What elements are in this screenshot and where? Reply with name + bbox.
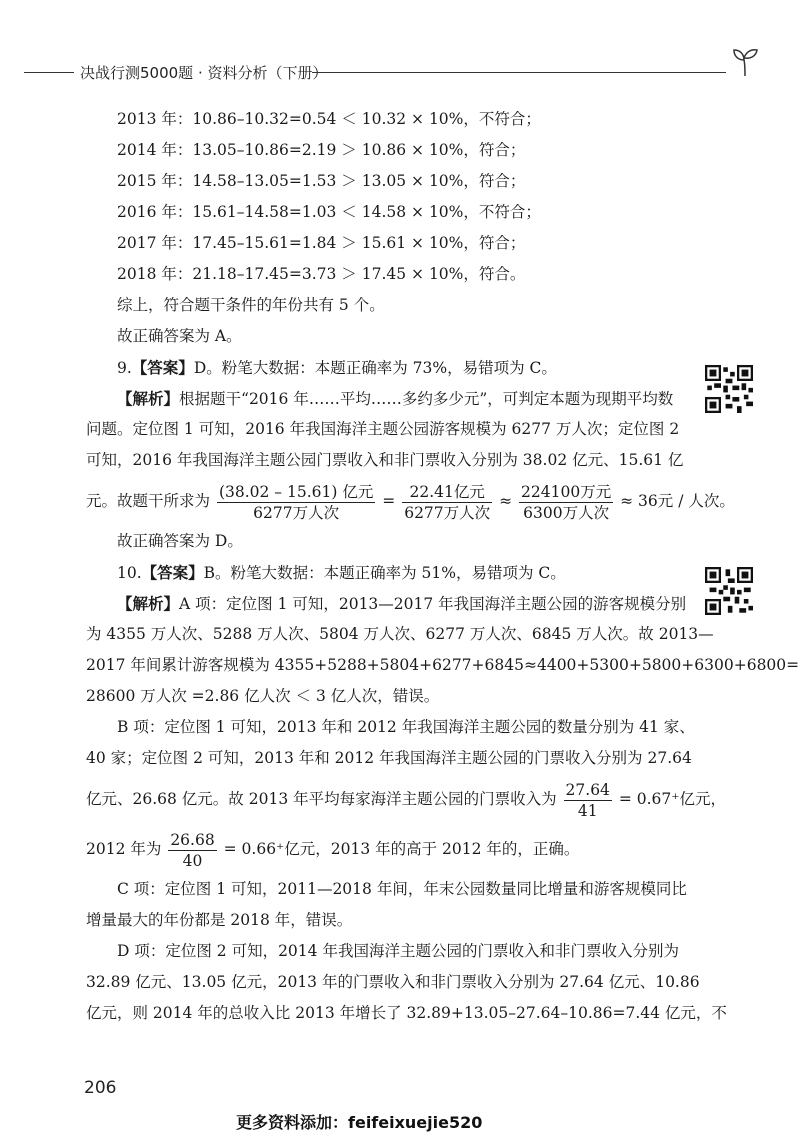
text-line: 亿元，则 2014 年的总收入比 2013 年增长了 32.89+13.05–27.64–10.86=7.44 亿元，不: [86, 1004, 727, 1022]
text-line: 32.89 亿元、13.05 亿元，2013 年的门票收入和非门票收入分别为 27.64 亿元、10.86: [86, 973, 700, 991]
formula-line: [86, 774, 726, 824]
qr-code-icon[interactable]: [705, 365, 753, 413]
fraction-denominator: 6277万人次: [253, 503, 340, 522]
text-line: [86, 383, 676, 414]
text-line: 28600 万人次 =2.86 亿人次 ＜ 3 亿人次，错误。: [86, 687, 440, 705]
analysis-text: 根据题干“2016 年……平均……多约多少元”，可判定本题为现期平均数: [179, 390, 674, 408]
analysis-text: A 项：定位图 1 可知，2013—2017 年我国海洋主题公园的游客规模分别: [179, 595, 687, 613]
page-number: 206: [84, 1078, 117, 1098]
question-number: 10.: [117, 564, 142, 582]
header-rule-right: [312, 72, 726, 73]
fraction: [519, 482, 613, 523]
text-line: 2017 年：17.45–15.61=1.84 ＞ 15.61 × 10%，符合；: [117, 234, 526, 252]
text-line: 2018 年：21.18–17.45=3.73 ＞ 17.45 × 10%，符合。: [117, 265, 526, 283]
formula-prefix: 元。故题干所求为: [86, 492, 211, 510]
text-line: 2016 年：15.61–14.58=1.03 ＜ 14.58 × 10%，不符合；: [117, 203, 541, 221]
fraction-numerator: 27.64: [565, 780, 610, 799]
fraction: [217, 482, 375, 523]
header-title: 决战行测5000题 · 资料分析（下册）: [80, 64, 328, 82]
analysis-tag: 【解析】: [117, 594, 180, 613]
text-line: 增量最大的年份都是 2018 年，错误。: [86, 911, 353, 929]
formula-prefix: 2012 年为: [86, 840, 162, 858]
answer-text: D。粉笔大数据：本题正确率为 73%，易错项为 C。: [193, 359, 557, 377]
answer-tag: 【答案】: [131, 358, 194, 377]
formula-suffix: = 0.67⁺亿元，: [618, 790, 726, 808]
footer-note: 更多资料添加：feifeixuejie520: [236, 1113, 483, 1132]
text-line: 2017 年间累计游客规模为 4355+5288+5804+6277+6845≈4400+5300+5800+6300+6800=: [86, 656, 800, 674]
answer-text: B。粉笔大数据：本题正确率为 51%，易错项为 C。: [203, 564, 566, 582]
question-9-answer: [86, 352, 676, 383]
fraction-numerator: 26.68: [170, 830, 215, 849]
formula-prefix: 亿元、26.68 亿元。故 2013 年平均每家海洋主题公园的门票收入为: [86, 790, 557, 808]
sprout-icon: [728, 44, 762, 78]
page-body: [86, 104, 800, 1029]
fraction-denominator: 6300万人次: [523, 503, 610, 522]
header-rule-left: [24, 72, 74, 73]
formula-line: [86, 824, 676, 874]
fraction-denominator: 6277万人次: [404, 503, 491, 522]
text-line: C 项：定位图 1 可知，2011—2018 年间，年末公园数量同比增量和游客规模同比: [117, 880, 687, 898]
question-10-answer: [86, 557, 676, 588]
text-line: 2015 年：14.58–13.05=1.53 ＞ 13.05 × 10%，符合；: [117, 172, 526, 190]
text-line: B 项：定位图 1 可知，2013 年和 2012 年我国海洋主题公园的数量分别为 41 家、: [117, 718, 695, 736]
fraction-numerator: 22.41亿元: [402, 482, 492, 503]
text-line: 故正确答案为 D。: [117, 532, 243, 550]
question-number: 9.: [117, 359, 132, 377]
text-line: [86, 588, 687, 619]
fraction-denominator: 41: [577, 801, 598, 820]
fraction-numerator: 224100万元: [521, 482, 612, 501]
text-line: 为 4355 万人次、5288 万人次、5804 万人次、6277 万人次、6845 万人次。故 2013—: [86, 625, 714, 643]
formula-line: [86, 476, 735, 526]
fraction: [402, 482, 492, 523]
text-line: 故正确答案为 A。: [117, 327, 242, 345]
text-line: 问题。定位图 1 可知，2016 年我国海洋主题公园游客规模为 6277 万人次；定位图 2: [86, 420, 680, 438]
qr-code-icon[interactable]: [705, 567, 753, 615]
text-line: 可知，2016 年我国海洋主题公园门票收入和非门票收入分别为 38.02 亿元、15.61 亿: [86, 451, 684, 469]
text-line: D 项：定位图 2 可知，2014 年我国海洋主题公园的门票收入和非门票收入分别为: [117, 942, 679, 960]
running-header: [0, 58, 800, 88]
approx-sign: ≈: [499, 492, 513, 510]
fraction: [168, 830, 216, 871]
text-line: 综上，符合题干条件的年份共有 5 个。: [117, 296, 385, 314]
formula-suffix: = 0.66⁺亿元，2013 年的高于 2012 年的，正确。: [223, 840, 580, 858]
analysis-tag: 【解析】: [117, 389, 180, 408]
text-line: 40 家；定位图 2 可知，2013 年和 2012 年我国海洋主题公园的门票收入分别为 27.64: [86, 749, 692, 767]
formula-suffix: ≈ 36元 / 人次。: [620, 492, 735, 510]
text-line: 2014 年：13.05–10.86=2.19 ＞ 10.86 × 10%，符合；: [117, 141, 526, 159]
equals-sign: =: [382, 492, 396, 510]
fraction-numerator: (38.02 – 15.61) 亿元: [218, 482, 374, 501]
fraction-denominator: 40: [182, 851, 203, 870]
text-line: 2013 年：10.86–10.32=0.54 ＜ 10.32 × 10%，不符合；: [117, 110, 541, 128]
answer-tag: 【答案】: [141, 563, 204, 582]
fraction: [564, 780, 612, 821]
